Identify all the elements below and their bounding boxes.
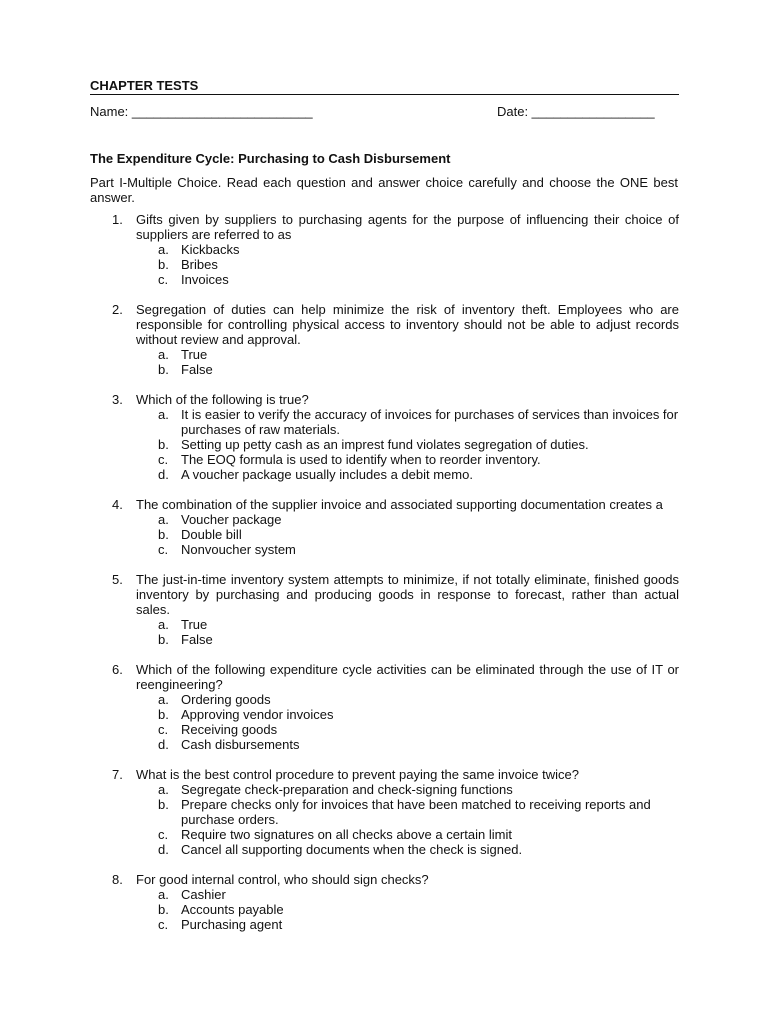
answer-option [158,527,679,542]
answer-option [158,452,679,467]
option-text: The EOQ formula is used to identify when to reorder inventory. [181,452,541,467]
option-text: Prepare checks only for invoices that have been matched to receiving reports and purchase orders. [181,797,651,827]
section-title: The Expenditure Cycle: Purchasing to Cash Disbursement [90,151,451,166]
option-text: Purchasing agent [181,917,283,932]
option-text: Voucher package [181,512,282,527]
answer-option [158,632,679,647]
option-text: It is easier to verify the accuracy of invoices for purchases of services than invoices for purchases of raw materials. [181,407,679,437]
question-text: Gifts given by suppliers to purchasing agents for the purpose of influencing their choice of suppliers are referred to as [136,212,679,242]
question-number: 7. [112,767,123,782]
answer-option [158,827,679,842]
answer-option [158,347,679,362]
option-text: True [181,347,208,362]
option-letter: c. [158,722,169,737]
answer-option [158,692,679,707]
question-text: Which of the following is true? [136,392,309,407]
answer-option [158,917,679,932]
instructions-text: Part I-Multiple Choice. Read each question and answer choice carefully and choose the ONE best answer. [90,175,678,205]
option-letter: d. [158,467,169,482]
question-number: 6. [112,662,123,677]
question-number: 3. [112,392,123,407]
answer-options [90,692,679,752]
question-number: 1. [112,212,123,227]
option-text: Receiving goods [181,722,278,737]
answer-option [158,707,679,722]
answer-option [158,902,679,917]
option-letter: d. [158,842,169,857]
option-text: Segregate check-preparation and check-signing functions [181,782,513,797]
answer-option [158,407,679,437]
answer-options [90,782,679,857]
option-text: Cash disbursements [181,737,300,752]
question-text: For good internal control, who should sign checks? [136,872,429,887]
answer-options [90,617,679,647]
option-letter: a. [158,692,169,707]
header-divider [90,94,679,95]
option-letter: b. [158,257,169,272]
option-text: Setting up petty cash as an imprest fund violates segregation of duties. [181,437,589,452]
option-text: Require two signatures on all checks above a certain limit [181,827,512,842]
answer-option [158,722,679,737]
question-number: 4. [112,497,123,512]
option-letter: a. [158,242,169,257]
option-letter: a. [158,887,169,902]
question-text: What is the best control procedure to prevent paying the same invoice twice? [136,767,579,782]
answer-option [158,467,679,482]
option-letter: c. [158,542,169,557]
option-text: Ordering goods [181,692,271,707]
option-letter: b. [158,632,169,647]
question-text: The just-in-time inventory system attempts to minimize, if not totally eliminate, finished goods inventory by purchasing and producing goods in response to forecast, rather than actual sales. [136,572,679,617]
answer-option [158,362,679,377]
question-number: 8. [112,872,123,887]
answer-option [158,797,679,827]
answer-option [158,737,679,752]
option-letter: b. [158,797,169,812]
option-text: Accounts payable [181,902,284,917]
option-letter: b. [158,362,169,377]
option-text: Bribes [181,257,218,272]
answer-options [90,347,679,377]
option-text: Cashier [181,887,226,902]
answer-option [158,782,679,797]
option-text: Kickbacks [181,242,240,257]
option-letter: b. [158,707,169,722]
date-field-label: Date: _________________ [497,104,655,119]
answer-option [158,542,679,557]
question-text: The combination of the supplier invoice and associated supporting documentation creates a [136,497,663,512]
question-item [90,212,679,287]
answer-option [158,617,679,632]
option-letter: a. [158,512,169,527]
question-item [90,662,679,752]
answer-option [158,242,679,257]
option-text: A voucher package usually includes a debit memo. [181,467,473,482]
question-item [90,392,679,482]
question-list [90,212,679,947]
option-letter: b. [158,437,169,452]
option-letter: c. [158,272,169,287]
name-field-label: Name: _________________________ [90,104,313,119]
answer-option [158,272,679,287]
question-number: 5. [112,572,123,587]
option-text: True [181,617,208,632]
question-item [90,302,679,377]
answer-option [158,887,679,902]
option-letter: a. [158,617,169,632]
option-letter: c. [158,917,169,932]
question-text: Which of the following expenditure cycle activities can be eliminated through the use of IT or reengineering? [136,662,679,692]
option-text: Invoices [181,272,229,287]
option-letter: b. [158,902,169,917]
option-letter: a. [158,347,169,362]
answer-option [158,257,679,272]
option-letter: b. [158,527,169,542]
question-number: 2. [112,302,123,317]
option-text: Double bill [181,527,242,542]
question-item [90,497,679,557]
option-text: Nonvoucher system [181,542,296,557]
option-text: Cancel all supporting documents when the check is signed. [181,842,523,857]
option-text: False [181,632,213,647]
option-letter: d. [158,737,169,752]
question-item [90,872,679,932]
page-header-title: CHAPTER TESTS [90,78,199,93]
answer-option [158,512,679,527]
option-text: Approving vendor invoices [181,707,334,722]
answer-options [90,887,679,932]
option-letter: c. [158,452,169,467]
answer-options [90,512,679,557]
answer-options [90,407,679,482]
answer-options [90,242,679,287]
option-letter: a. [158,407,169,422]
option-letter: a. [158,782,169,797]
question-item [90,767,679,857]
option-letter: c. [158,827,169,842]
question-text: Segregation of duties can help minimize the risk of inventory theft. Employees who are responsible for controlling physical access to inventory should not be able to adjust records without review and approval. [136,302,679,347]
answer-option [158,437,679,452]
question-item [90,572,679,647]
answer-option [158,842,679,857]
option-text: False [181,362,213,377]
